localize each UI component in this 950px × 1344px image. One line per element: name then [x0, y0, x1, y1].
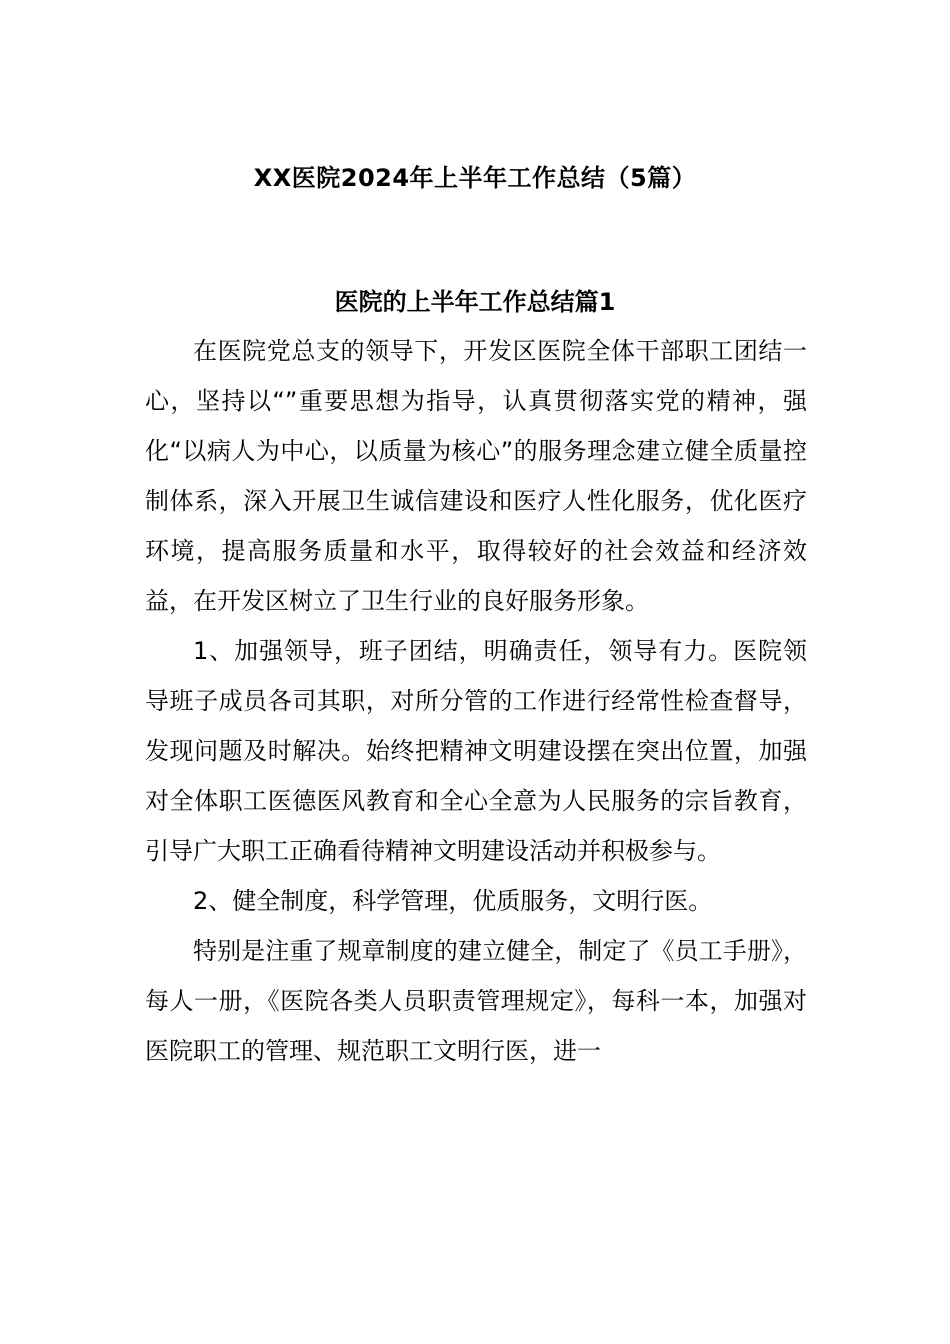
section-title: 医院的上半年工作总结篇1 — [334, 288, 616, 316]
paragraph: 在医院党总支的领导下，开发区医院全体干部职工团结一心，坚持以“”重要思想为指导，认真贯彻落实党的精神，强化“以病人为中心，以质量为核心”的服务理念建立健全质量控制体系，深入开展卫生诚信建设和医疗人性化服务，优化医疗环境，提高服务质量和水平，取得较好的社会效益和经济效益，在开发区树立了卫生行业的良好服务形象。 — [145, 337, 807, 615]
document-title: XX医院2024年上半年工作总结（5篇） — [253, 164, 697, 192]
document-body — [145, 326, 807, 1076]
paragraph: 2、健全制度，科学管理，优质服务，文明行医。 — [193, 887, 713, 915]
paragraph: 特别是注重了规章制度的建立健全，制定了《员工手册》，每人一册，《医院各类人员职责管理规定》，每科一本，加强对医院职工的管理、规范职工文明行医，进一 — [145, 937, 807, 1065]
paragraph: 1、加强领导，班子团结，明确责任，领导有力。医院领导班子成员各司其职，对所分管的工作进行经常性检查督导，发现问题及时解决。始终把精神文明建设摆在突出位置，加强对全体职工医德医风教育和全心全意为人民服务的宗旨教育，引导广大职工正确看待精神文明建设活动并积极参与。 — [145, 637, 807, 865]
